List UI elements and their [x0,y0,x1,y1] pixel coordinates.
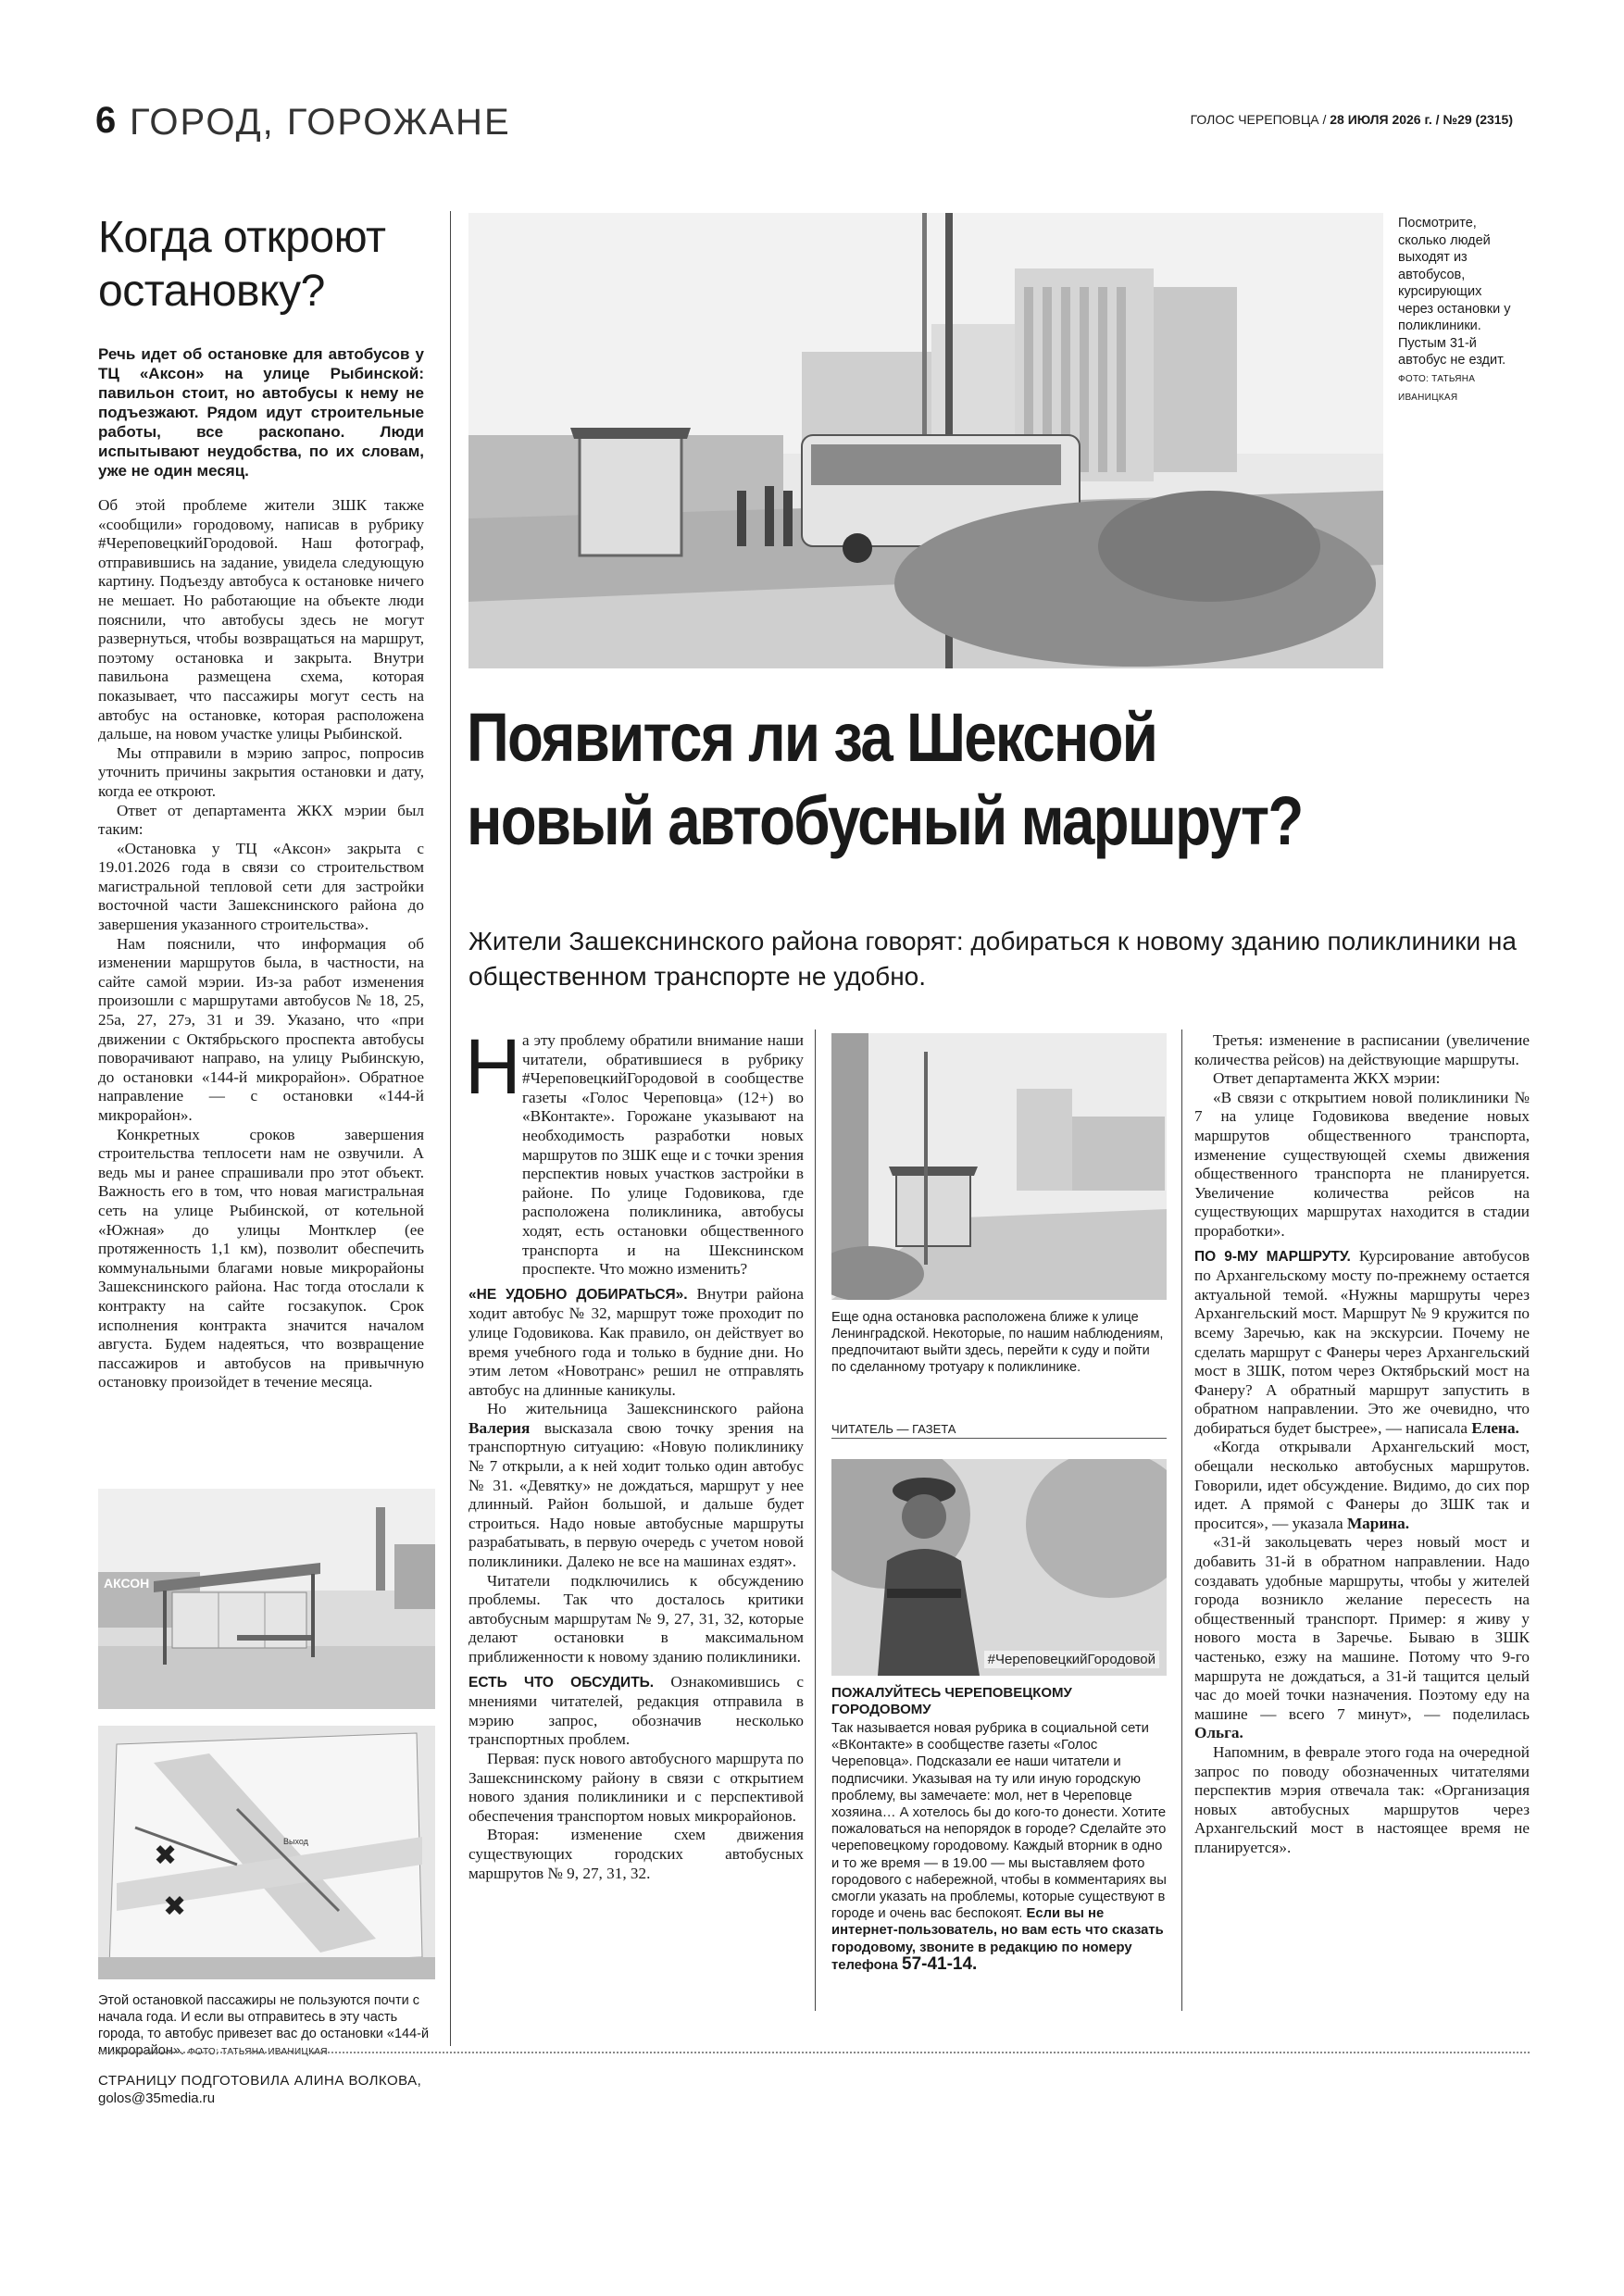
shelter-photo [98,1489,435,1709]
header-divider: / [1322,112,1330,127]
paragraph-text: высказала свою точку зрения на транспортную ситуацию: «Новую поликлинику № 7 открыли, а к ней ходит только один автобус № 31. «Девятку» не дождаться, маршрут у нее длинный. Район большой, и дальше будет строиться. Надо новые автобусные маршруты разрабатывать, в первую очередь с учетом новой поликлиники. Далеко не все на машинах ездят». [468,1418,805,1571]
left-article-title [98,211,431,318]
main-paragraph [1194,1247,1530,1439]
headline-line-2: новый автобусный маршрут? [467,782,1303,859]
left-article-lead: Речь идет об остановке для автобусов у ТЦ «Аксон» на улице Рыбинской: павильон стоит, но автобусы к нему не подъезжают. Рядом идут строительные работы, все раскопано. Люди испытывают неудобства, по их словам, уже не один месяц. [98,345,424,480]
left-caption-text: Этой остановкой пассажиры не пользуются почти с начала года. И если вы отправитесь в эту часть города, то автобус привезет вас до остановки «144-й микрорайон». [98,1993,430,2058]
route-scheme-photo [98,1726,435,1979]
statue-hashtag: #ЧереповецкийГородовой [984,1651,1159,1668]
footer-author: СТРАНИЦУ ПОДГОТОВИЛА АЛИНА ВОЛКОВА, [98,2073,422,2089]
page-number: 6 [95,100,117,141]
main-paragraph: Вторая: изменение схем движения существующих городских автобусных маршрутов № 9, 27, 31, 32. [468,1826,804,1882]
subheading-inconvenient: «НЕ УДОБНО ДОБИРАТЬСЯ». [468,1286,688,1303]
left-paragraph: Нам пояснили, что информация об изменении маршрутов была, в частности, на сайте самой мэрии. Из-за работ изменения произошли с маршрутами автобусов № 18, 25, 25а, 27, 27э, 31 и 39. Указано, что «при движении с Октябрьского проспекта автобусы поворачивают направо, на улицу Рыбинскую, до остановки «144-й микрорайон». Обратное направление — с остановки «144-й микрорайон». [98,934,424,1124]
top-photo-caption [1398,215,1520,407]
main-paragraph [468,1673,804,1750]
scheme-label: Выход [283,1837,308,1846]
section-title: ГОРОД, ГОРОЖАНЕ [130,102,511,143]
box-text: Так называется новая рубрика в социальной сети «ВКонтакте» в сообществе газеты «Голос Череповца». Подсказали ее наши читатели и подписчики. Указывая на ту или иную городскую проблему, вы замечаете: мол, нет в Череповце хозяина… А хотелось бы до кого-то донести. Хотите пожаловаться на непорядок в городе? Сделайте это череповецкому городовому. Каждый вторник в одно и то же время — в 19.00 — мы выставляем фото городового с набережной, чтобы в комментариях вы смогли указать на проблемы, которые существуют в городе и очень вас беспокоят. [831,1721,1167,1922]
column-divider [1181,1029,1182,2011]
footer-rule [98,2052,1530,2053]
footer-email: golos@35media.ru [98,2090,216,2106]
main-paragraph [1194,1533,1530,1743]
complaint-box-text [831,1720,1167,1974]
subheading-route-9: ПО 9-МУ МАРШРУТУ. [1194,1248,1351,1265]
left-paragraph: Конкретных сроков завершения строительства теплосети нам не озвучили. А ведь мы и ранее спрашивали про этот объект. Важность его в том, что новая магистральная сеть на улице Рыбинской, от котельной «Южная» до улицы Монтклер (ее протяженность 1,1 км), позволит обеспечить коммунальными благами новые микрорайоны Зашекснинского района. Нас тогда отослали к контракту на сайте госзакупок. Срок исполнения контракта значится началом августа. Будем надеяться, что возвращение пассажиров и автобусов на привычную остановку произойдет в течение месяца. [98,1125,424,1391]
column-divider [450,211,451,2046]
reader-name: Ольга. [1194,1724,1243,1742]
masthead-info [1191,111,1513,128]
main-column-3 [1194,1031,1530,1858]
phone-number: 57-41-14. [902,1953,978,1974]
paragraph-text: Но жительница Зашекснинского района [487,1400,804,1418]
main-paragraph [468,1400,804,1571]
headline-line-1: Появится ли за Шексной [467,699,1157,776]
publication-name: ГОЛОС ЧЕРЕПОВЦА [1190,112,1319,127]
issue-date: 28 ИЮЛЯ 2026 г. / №29 (2315) [1330,112,1513,127]
main-subhead: Жители Зашекснинского района говорят: добираться к новому зданию поликлиники на общественном транспорте не удобно. [468,927,1517,991]
left-paragraph: Ответ от департамента ЖКХ мэрии был таким: [98,801,424,839]
bus-stop-photo [468,213,1383,668]
reader-name: Марина. [1346,1514,1410,1532]
paragraph-text: Ознакомившись с мнениями читателей, редакция отправила в мэрию запрос, обозначив несколько транспортных проблем. [468,1672,804,1749]
reader-name: Валерия [468,1418,531,1437]
main-paragraph: Ответ департамента ЖКХ мэрии: [1213,1069,1441,1088]
main-paragraph [468,1285,804,1401]
reader-name: Елена. [1471,1418,1519,1437]
svg-text:✖: ✖ [154,1841,178,1871]
main-paragraph: Напомним, в феврале этого года на очередной запрос по поводу обозначенных читателями перспектив мэрия отвечала так: «Организация новых автобусных маршрутов через Архангельский мост в настоящее время не планируется». [1194,1742,1530,1856]
box-bold-text: Если вы не интернет-пользователь, но вам есть что сказать городовому, звоните в редакцию по номеру телефона [831,1906,1164,1973]
left-photo-caption [98,1992,433,2061]
second-bus-stop-photo [831,1033,1167,1300]
left-paragraph: Мы отправили в мэрию запрос, попросив уточнить причины закрытия остановки и дату, когда ее откроют. [98,743,424,800]
column-divider [815,1029,816,2011]
box-title-line-1: ПОЖАЛУЙТЕСЬ ЧЕРЕПОВЕЦКОМУ [831,1685,1072,1701]
top-photo-credit: ФОТО: ТАТЬЯНА ИВАНИЦКАЯ [1398,373,1476,403]
main-paragraph: а эту проблему обратили внимание наши читатели, обратившиеся в рубрику #ЧереповецкийГородовой в сообществе газеты «Голос Череповца» (12+) во «ВКонтакте». Горожане указывают на необходимость разработки новых маршрутов по ЗШК еще и с точки зрения перспектив новых участков застройки в районе. По улице Годовикова, где расположена поликлиника, автобусы ходят, есть остановки общественного транспорта и на Шекснинском проспекте. Что можно изменить? [522,1031,804,1279]
top-caption-text: Посмотрите, сколько людей выходят из автобусов, курсирующих через остановки у поликлиники. Пустым 31-й автобус не ездит. [1398,216,1511,368]
main-paragraph: Читатели подключились к обсуждению проблемы. Так что досталось критики автобусным маршрутам № 9, 27, 31, 32, которые делают остановки в максимальном приближенности к новому зданию поликлиники. [468,1571,804,1666]
left-title-line-1: Когда откроют [98,213,386,262]
reader-label-text: ЧИТАТЕЛЬ — ГАЗЕТА [831,1422,956,1436]
reader-newspaper-label [831,1422,1167,1439]
mid-photo-caption: Еще одна остановка расположена ближе к улице Ленинградской. Некоторые, по нашим наблюдениям, предпочитают выйти здесь, перейти к суду и пойти по сделанному тротуару к поликлинике. [831,1310,1164,1375]
box-title-line-2: ГОРОДОВОМУ [831,1702,931,1717]
left-paragraph: «Остановка у ТЦ «Аксон» закрыта с 19.01.2026 года в связи со строительством магистральной тепловой сети для застройки восточной части Зашекснинского района до завершения указанного строительства». [98,839,424,934]
main-paragraph: Третья: изменение в расписании (увеличение количества рейсов) на действующие маршруты. [1194,1031,1530,1068]
left-photo-credit: ФОТО: ТАТЬЯНА ИВАНИЦКАЯ [187,2047,328,2057]
main-paragraph: «В связи с открытием новой поликлиники № 7 на улице Годовикова введение новых маршрутов общественного транспорта, изменение существующей схемы движения общественного транспорта не планируется. Увеличение количества рейсов на существующих маршрутах находится в стадии проработки». [1194,1088,1530,1240]
footer-credit [98,2072,421,2107]
left-article-body [98,496,424,1392]
paragraph-text: Курсирование автобусов по Архангельскому мосту по-прежнему остается актуальной темой. «Нужны маршруты через Архангельский мост. Маршрут № 9 кружится по всему Заречью, как на экскурсии. Почему не сделать маршрут с Фанеры через Архангельский мост в ЗШК, потом через Октябрьский мост на Фанеру? А обратный маршрут запустить в обратном направлении. Это же очевидно, что добираться будет быстрее», — написала [1194,1246,1530,1437]
policeman-statue-photo [831,1459,1167,1676]
left-paragraph: Об этой проблеме жители ЗШК также «сообщили» городовому, написав в рубрику #ЧереповецкийГородовой. Наш фотограф, отправившись на задание, увидела следующую картину. Подъезду автобуса к остановке ничего не мешает. Но работающие на объекте люди пояснили, что автобусы здесь не могут развернуться, чтобы возвращаться на маршрут, поэтому остановка и закрыта. Внутри павильона размещена схема, которая показывает, что пассажиры могут сесть на автобус на остановке, которая расположена дальше, на новом участке улицы Рыбинской. [98,496,424,743]
paragraph-text: «Когда открывали Архангельский мост, обещали несколько автобусных маршрутов. Говорили, идет обсуждение. Видимо, до сих пор идет. А прямой с Фанеры до ЗШК так и просится», — указала [1194,1438,1530,1532]
complaint-box-title [831,1685,1167,1718]
main-column-1 [468,1031,804,1883]
store-sign: АКСОН [104,1576,150,1591]
paragraph-text: Внутри района ходит автобус № 32, маршрут тоже проходит по улице Годовикова. Как правило, он действует во время учебного года и только в будние дни. Но этим летом «Новотранс» решил не отправлять автобус на длинные каникулы. [468,1284,805,1399]
svg-text:✖: ✖ [163,1891,187,1922]
main-paragraph: Первая: пуск нового автобусного маршрута по Зашекснинскому району в связи с открытием нового здания поликлиники и с перспективой обеспечения транспортом новых микрорайонов. [468,1749,804,1825]
drop-cap: Н [465,1023,521,1110]
main-headline [467,696,1391,863]
left-title-line-2: остановку? [98,267,325,316]
main-paragraph [1194,1438,1530,1533]
subheading-discuss: ЕСТЬ ЧТО ОБСУДИТЬ. [468,1674,655,1691]
paragraph-text: «31-й закольцевать через новый мост и добавить 31-й в обратном направлении. Надо создавать удобные маршруты, чтобы у жителей города возникло желание пересесть на общественный транспорт. Пример: я живу у нового моста в Заречье. Бываю в ЗШК частенько, езжу на машине. Потому что 9-го маршрута не дождаться, а 31-й тащится целый час до моей точки назначения. Поэтому еду на машине — всего 7 минут», — поделилась [1194,1533,1530,1723]
